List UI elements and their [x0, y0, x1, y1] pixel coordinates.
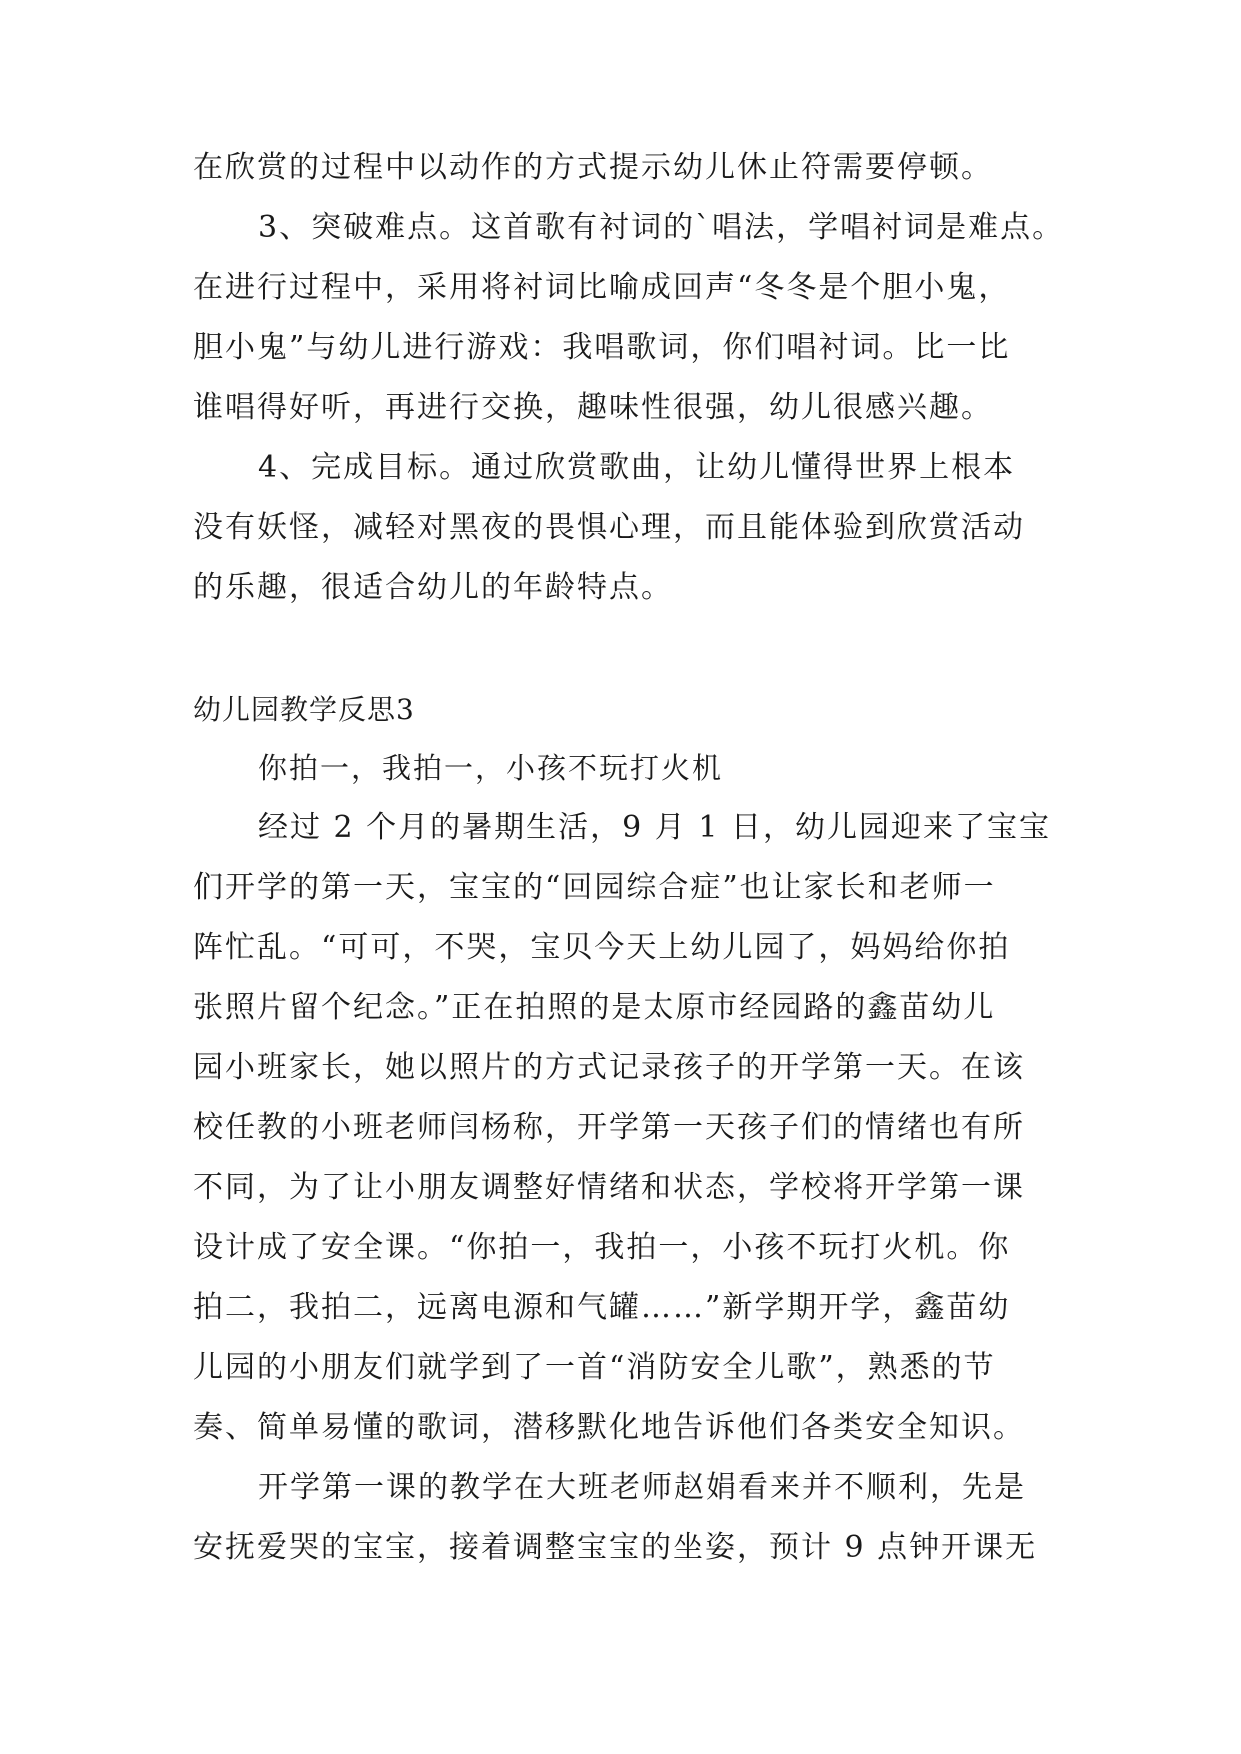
point-4-line: 4、完成目标。通过欣赏歌曲，让幼儿懂得世界上根本 — [258, 450, 1016, 485]
paragraph-1-line: 经过 2 个月的暑期生活，9 月 1 日，幼儿园迎来了宝宝 — [258, 810, 1051, 845]
section-subtitle: 你拍一，我拍一，小孩不玩打火机 — [258, 751, 724, 785]
point-4-line: 没有妖怪，减轻对黑夜的畏惧心理，而且能体验到欣赏活动 — [193, 510, 1025, 545]
paragraph-1-line: 张照片留个纪念。”正在拍照的是太原市经园路的鑫苗幼儿 — [193, 990, 996, 1025]
point-3-line: 3、突破难点。这首歌有衬词的`唱法，学唱衬词是难点。 — [258, 210, 1065, 245]
paragraph-1-line: 奏、简单易懂的歌词，潜移默化地告诉他们各类安全知识。 — [193, 1410, 1025, 1445]
paragraph-1-line: 园小班家长，她以照片的方式记录孩子的开学第一天。在该 — [193, 1050, 1025, 1085]
point-3-line: 在进行过程中，采用将衬词比喻成回声“冬冬是个胆小鬼， — [193, 270, 1011, 305]
paragraph-1-line: 阵忙乱。“可可，不哭，宝贝今天上幼儿园了，妈妈给你拍 — [193, 930, 1011, 965]
paragraph-1-line: 不同，为了让小朋友调整好情绪和状态，学校将开学第一课 — [193, 1170, 1025, 1205]
paragraph-1-line: 拍二，我拍二，远离电源和气罐……”新学期开学，鑫苗幼 — [193, 1290, 1011, 1325]
paragraph-1-line: 儿园的小朋友们就学到了一首“消防安全儿歌”，熟悉的节 — [193, 1350, 996, 1385]
paragraph-1-line: 们开学的第一天，宝宝的“回园综合症”也让家长和老师一 — [193, 870, 996, 905]
paragraph-1-line: 校任教的小班老师闫杨称，开学第一天孩子们的情绪也有所 — [193, 1110, 1025, 1145]
paragraph-line: 在欣赏的过程中以动作的方式提示幼儿休止符需要停顿。 — [193, 150, 993, 185]
paragraph-2-line: 安抚爱哭的宝宝，接着调整宝宝的坐姿，预计 9 点钟开课无 — [193, 1530, 1038, 1565]
section-heading: 幼儿园教学反思3 — [193, 693, 415, 726]
point-4-line: 的乐趣，很适合幼儿的年龄特点。 — [193, 570, 673, 605]
paragraph-1-line: 设计成了安全课。“你拍一，我拍一，小孩不玩打火机。你 — [193, 1230, 1011, 1265]
point-3-line: 胆小鬼”与幼儿进行游戏：我唱歌词，你们唱衬词。比一比 — [193, 330, 1011, 365]
paragraph-2-line: 开学第一课的教学在大班老师赵娟看来并不顺利，先是 — [258, 1470, 1026, 1505]
point-3-line: 谁唱得好听，再进行交换，趣味性很强，幼儿很感兴趣。 — [193, 390, 993, 425]
